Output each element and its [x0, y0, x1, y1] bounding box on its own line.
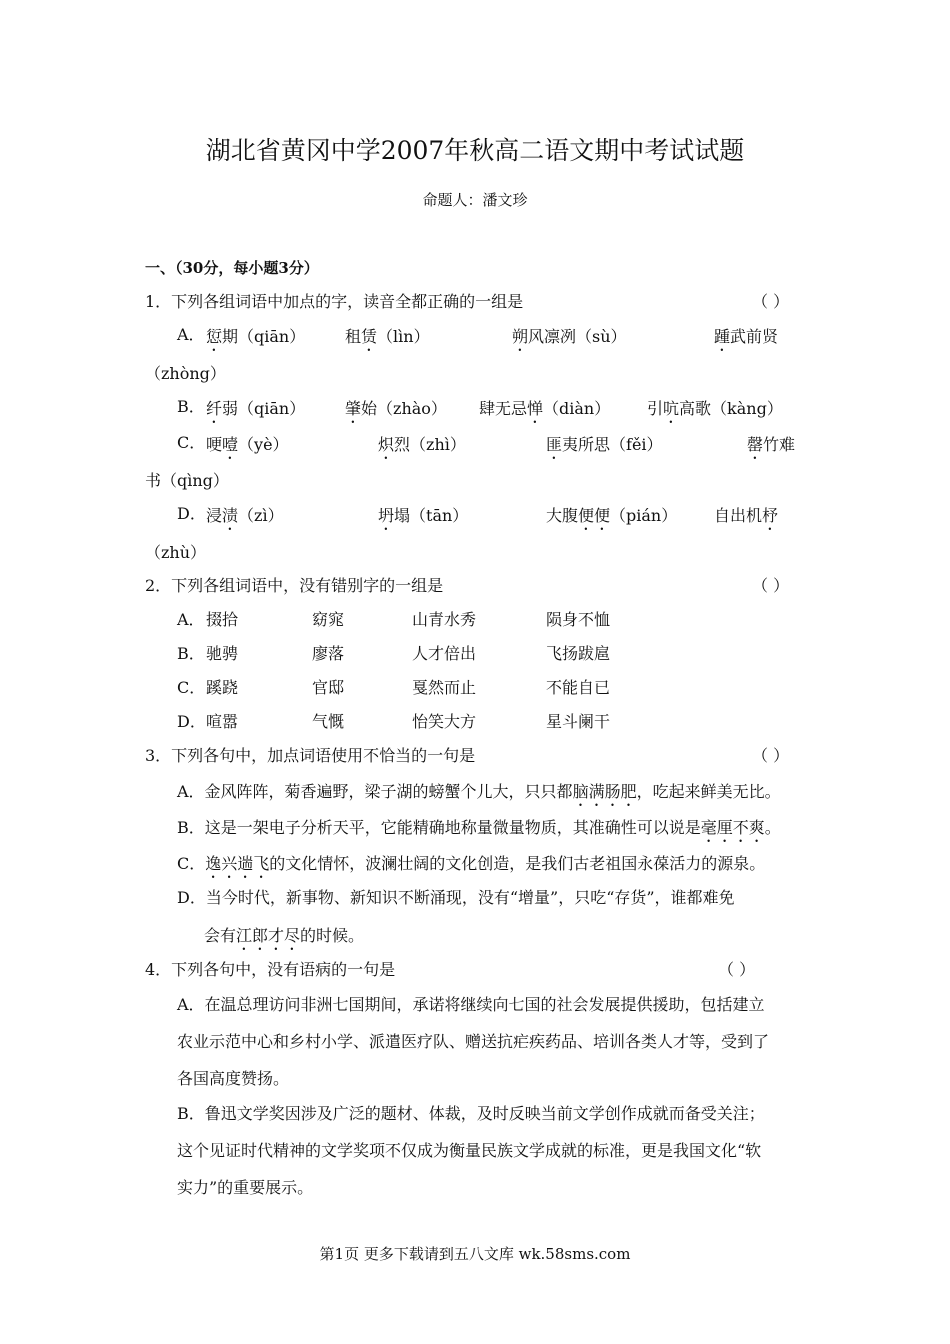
- q2-word: 怡笑大方: [412, 712, 477, 731]
- q1-c-w4: 罄竹难: [747, 435, 796, 454]
- q3-answer-paren: （ ）: [752, 746, 790, 765]
- q2-word: 官邸: [312, 678, 345, 697]
- q2-word: 陨身不恤: [546, 610, 611, 629]
- q4-option-b-line1: B．鲁迅文学奖因涉及广泛的题材、体裁，及时反映当前文学创作成就而备受关注；: [177, 1104, 765, 1123]
- q2-word: 喧嚣: [206, 712, 239, 731]
- q2-word: 气慨: [312, 712, 345, 731]
- q4-option-a-line1: A．在温总理访问非洲七国期间，承诺将继续向七国的社会发展提供援助，包括建立: [177, 995, 765, 1014]
- q3-stem: 3．下列各句中，加点词语使用不恰当的一句是: [145, 746, 476, 765]
- q2-word: 驰骋: [206, 644, 239, 663]
- q2-word: 星斗阑干: [546, 712, 611, 731]
- q1-c-label: C．: [177, 433, 206, 452]
- q1-c-w4b: 书（qìng）: [145, 471, 229, 490]
- q1-c-w1: 哽噎（yè）: [206, 435, 289, 454]
- section-heading: 一、（30分，每小题3分）: [145, 259, 319, 277]
- page-title: 湖北省黄冈中学2007年秋高二语文期中考试试题: [205, 136, 745, 165]
- q1-b-label: B．: [177, 397, 205, 416]
- q4-option-b-line3: 实力”的重要展示。: [177, 1178, 314, 1197]
- q2-label: B．: [177, 644, 205, 663]
- q2-word: 飞扬跋扈: [546, 644, 611, 663]
- q4-option-b-line2: 这个见证时代精神的文学奖项不仅成为衡量民族文学成就的标准，更是我国文化“软: [177, 1141, 762, 1160]
- q1-a-w3: 朔风凛冽（sù）: [512, 327, 627, 346]
- q4-stem: 4．下列各句中，没有语病的一句是: [145, 960, 396, 979]
- q2-label: C．: [177, 678, 206, 697]
- q2-word: 蹊跷: [206, 678, 239, 697]
- q1-a-w4b: （zhòng）: [145, 364, 226, 383]
- q1-d-w4: 自出机杼: [714, 506, 779, 525]
- q2-word: 不能自已: [546, 678, 611, 697]
- q1-d-w3: 大腹便便（pián）: [546, 506, 678, 525]
- q3-option-d-line2: 会有江郎才尽的时候。: [204, 926, 365, 945]
- q1-b-w3: 肆无忌惮（diàn）: [479, 399, 611, 418]
- q3-option-c: C．逸兴遄飞的文化情怀，波澜壮阔的文化创造，是我们古老祖国永葆活力的源泉。: [177, 854, 766, 873]
- q2-stem: 2．下列各组词语中，没有错别字的一组是: [145, 576, 444, 595]
- author-line: 命题人：潘文珍: [422, 191, 528, 209]
- q2-word: 戛然而止: [412, 678, 477, 697]
- page-footer: 第1页 更多下载请到五八文库 wk.58sms.com: [319, 1245, 631, 1263]
- q1-d-label: D．: [177, 504, 206, 523]
- q3-option-b: B．这是一架电子分析天平，它能精确地称量微量物质，其准确性可以说是毫厘不爽。: [177, 818, 781, 837]
- q2-answer-paren: （ ）: [752, 576, 790, 595]
- q1-b-w1: 纤弱（qiān）: [206, 399, 306, 418]
- q1-b-w4: 引吭高歌（kàng）: [647, 399, 783, 418]
- q1-a-w2: 租赁（lìn）: [345, 327, 430, 346]
- q3-option-d-line1: D．当今时代，新事物、新知识不断涌现，没有“增量”，只吃“存货”，谁都难免: [177, 888, 735, 907]
- q2-word: 窈窕: [312, 610, 345, 629]
- q2-label: D．: [177, 712, 206, 731]
- q2-word: 掇拾: [206, 610, 239, 629]
- q3-option-a: A．金风阵阵，菊香遍野，梁子湖的螃蟹个儿大，只只都脑满肠肥，吃起来鲜美无比。: [177, 782, 781, 801]
- q2-word: 人才倍出: [412, 644, 477, 663]
- q2-label: A．: [177, 610, 205, 629]
- q1-c-w2: 炽烈（zhì）: [378, 435, 466, 454]
- q2-word: 廖落: [312, 644, 345, 663]
- q1-a-w1: 愆期（qiān）: [206, 327, 306, 346]
- q1-stem: 1．下列各组词语中加点的字，读音全都正确的一组是: [145, 292, 524, 311]
- q1-c-w3: 匪夷所思（fěi）: [546, 435, 663, 454]
- q1-d-w2: 坍塌（tān）: [378, 506, 469, 525]
- q2-word: 山青水秀: [412, 610, 477, 629]
- q1-b-w2: 肇始（zhào）: [345, 399, 447, 418]
- q1-d-w4b: （zhù）: [145, 543, 207, 562]
- q4-option-a-line3: 各国高度赞扬。: [177, 1069, 290, 1088]
- q1-a-w4: 踵武前贤: [714, 327, 779, 346]
- q1-d-w1: 浸渍（zì）: [206, 506, 284, 525]
- q1-answer-paren: （ ）: [752, 292, 790, 311]
- q4-option-a-line2: 农业示范中心和乡村小学、派遣医疗队、赠送抗疟疾药品、培训各类人才等，受到了: [177, 1032, 770, 1051]
- q4-answer-paren: （ ）: [718, 960, 756, 979]
- q1-a-label: A．: [177, 325, 205, 344]
